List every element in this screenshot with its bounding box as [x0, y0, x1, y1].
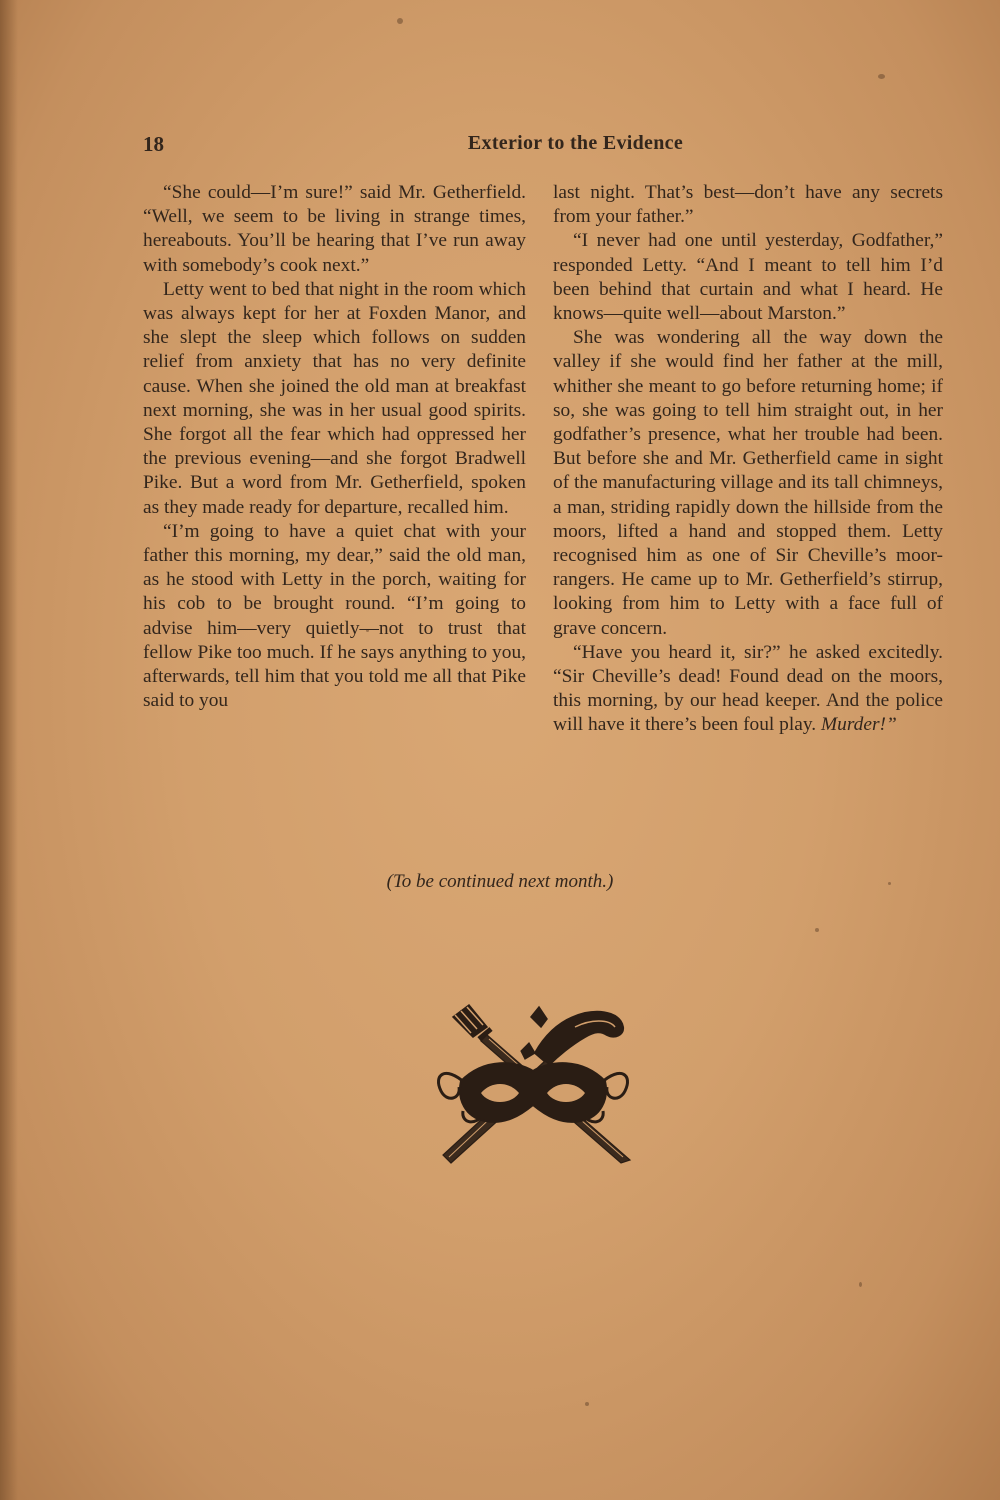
mask-dagger-pistol-emblem-icon — [425, 995, 640, 1170]
paper-speck — [815, 928, 819, 932]
paragraph: “I’m going to have a quiet chat with your father this morning, my dear,” said the old man, as he stood with Letty in the porch, waiting for his cob to be brought round. “I’m going to advise him—very quietly—not to trust that fellow Pike too much. If he says anything to you, afterwards, tell him that you told me all that Pike said to you — [143, 520, 526, 712]
paper-speck — [397, 18, 403, 24]
right-text-column — [553, 181, 943, 738]
mask-icon — [460, 1063, 606, 1122]
paragraph: Letty went to bed that night in the room which was always kept for her at Foxden Manor, and she slept the sleep which follows on sudden relief from anxiety that has no very definite cause. When she joined the old man at breakfast next morning, she was in her usual good spirits. She forgot all the fear which had oppressed her the previous evening—and she forgot Bradwell Pike. But a word from Mr. Getherfield, spoken as they made ready for departure, recalled him. — [143, 278, 526, 518]
closing-italic: Murder!” — [821, 714, 897, 736]
paragraph: She was wondering all the way down the valley if she would find her father at the mill, whither she meant to go before returning home; if so, she was going to tell him straight out, in her godfather’s presence, what her trouble had been. But before she and Mr. Getherfield came in sight of the manufacturing village and its tall chimneys, a man, striding rapidly down the hillside from the moors, lifted a hand and stopped them. Letty recognised him as one of Sir Cheville’s moor-rangers. He came up to Mr. Getherfield’s stirrup, looking from him to Letty with a face full of grave concern. — [553, 327, 943, 639]
paper-speck — [585, 1402, 589, 1406]
paragraph — [553, 641, 943, 738]
page-edge-shadow — [0, 0, 18, 1500]
paragraph: last night. That’s best—don’t have any secrets from your father.” — [553, 182, 943, 228]
paragraph: “She could—I’m sure!” said Mr. Getherfield. “Well, we seem to be living in strange times, hereabouts. You’ll be hearing that I’ve run away with somebody’s cook next.” — [143, 182, 526, 276]
continued-note: (To be continued next month.) — [386, 871, 614, 892]
left-text-column — [143, 181, 526, 713]
paragraph: “I never had one until yesterday, Godfather,” responded Letty. “And I meant to tell him I’d been behind that curtain and what I heard. He knows—quite well—about Marston.” — [553, 230, 943, 325]
paragraph-text: “Have you heard it, sir?” he asked excitedly. “Sir Cheville’s dead! Found dead on the moors, this morning, by our head keeper. And the police will have it there’s been foul play. — [553, 641, 943, 736]
paper-speck — [859, 1282, 862, 1287]
page-header — [143, 132, 683, 162]
running-title: Exterior to the Evidence — [467, 132, 683, 154]
page-number: 18 — [143, 132, 164, 156]
paper-speck — [878, 74, 885, 79]
